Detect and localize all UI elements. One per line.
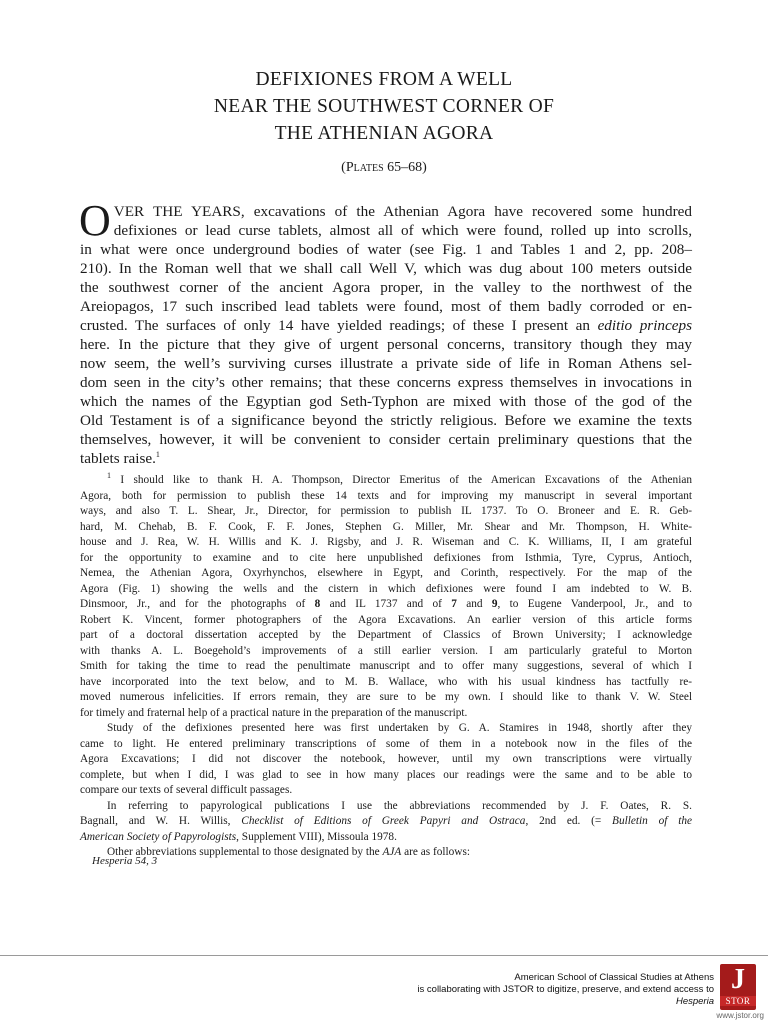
jstor-footer <box>0 955 768 1025</box>
body-line <box>80 316 692 335</box>
footnote-line: Smith for taking the time to read the penultimate manuscript and to offer many suggestions, several of which I <box>80 660 692 672</box>
body-paragraph <box>79 196 693 468</box>
body-line: 210). In the Roman well that we shall call Well V, which was dug about 100 meters outside <box>80 260 692 277</box>
footnote-line: ways, and also T. L. Shear, Jr., Director, for permission to publish IL 1737. To O. Broneer and E. R. Geb- <box>80 505 692 517</box>
footnote-line: for the opportunity to examine and to cite here unpublished defixiones from Isthmia, Tyre, Cyprus, Antioch, <box>80 551 692 564</box>
footer-line-1: American School of Classical Studies at Athens <box>514 972 714 983</box>
footnote-number: 1 <box>107 471 111 481</box>
plate-ref-8: 8 <box>314 598 321 610</box>
footnote-line: In referring to papyrological publications I use the abbreviations recommended by J. F. Oates, R. S. <box>107 799 692 812</box>
footnote-text: , to Eugene Vanderpool, Jr., and to <box>497 598 692 610</box>
footnote-line <box>80 830 692 846</box>
body-line: VER THE YEARS, excavations of the Athenian Agora have recovered some hundred <box>113 203 692 220</box>
editio-princeps-italic: editio princeps <box>597 317 693 334</box>
footnote-line: came to light. He entered preliminary transcriptions of some of them in a notebook now in the files of the <box>80 737 692 750</box>
body-line: in what were once underground bodies of water (see Fig. 1 and Tables 1 and 2, pp. 208– <box>80 241 692 258</box>
footnote-line: Agora Excavations; I did not discover the notebook, however, until my own transcriptions were virtually <box>80 753 692 765</box>
body-line <box>80 449 692 468</box>
footnote-line <box>80 473 692 489</box>
footnote-text: Dinsmoor, Jr., and for the photographs of <box>80 598 306 610</box>
footnote-line: Robert K. Vincent, former photographers of the Agora Excavations. An earlier version of this article forms <box>80 613 692 626</box>
body-line: which the names of the Egyptian god Seth-Typhon are mixed with those of the god of the <box>80 393 692 410</box>
footnote-text: I should like to thank H. A. Thompson, Director Emeritus of the American Excavations of the Athenian <box>120 474 692 486</box>
footnote-line: Study of the defixiones presented here was first undertaken by G. A. Stamires in 1948, shortly after they <box>107 722 692 734</box>
footer-text <box>314 972 714 1008</box>
title-line-1: DEFIXIONES FROM A WELL <box>255 69 513 90</box>
footnote-text: Bagnall, and W. H. Willis, <box>80 815 242 827</box>
footnote-line: for timely and fraternal help of a practical nature in the preparation of the manuscript. <box>80 706 468 719</box>
footnote-line: hard, M. Chehab, B. F. Cook, F. F. Jones, Stephen G. Miller, Mr. Shear and Mr. Thompson, H. White- <box>80 520 692 533</box>
footnote-text: are as follows: <box>401 846 470 858</box>
body-line: here. In the picture that they give of urgent personal concerns, transitory though they may <box>80 336 692 353</box>
body-line-text: crusted. The surfaces of only 14 have yielded readings; of these I present an <box>80 317 590 334</box>
body-line: Areiopagos, 17 such inscribed lead tablets were found, most of them badly corroded or en- <box>80 298 692 315</box>
plate-ref-7: 7 <box>451 598 457 610</box>
bulletin-title: Bulletin of the <box>612 815 693 827</box>
footer-line-2: is collaborating with JSTOR to digitize, preserve, and extend access to <box>417 984 714 995</box>
footnote-line: Agora, both for permission to publish these 14 texts and for improving my manuscript in several important <box>80 489 692 502</box>
title-line-3: THE ATHENIAN AGORA <box>274 123 494 144</box>
footnote-line: complete, but when I did, I was glad to see in how many places our readings were the same and to be able to <box>80 768 692 781</box>
footnote-line: Nemea, the Athenian Agora, Oxyrhynchos, elsewhere in Egypt, and Corinth, respectively. For the map of the <box>80 567 692 579</box>
bulletin-title-cont: American Society of Papyrologists <box>80 830 237 843</box>
footnote-line: Agora (Fig. 1) showing the wells and the cistern in which defixiones were found I am indebted to W. B. <box>80 582 692 595</box>
footer-journal-link[interactable]: Hesperia <box>675 996 714 1007</box>
body-line: now seem, the well’s surviving curses illustrate a private side of life in Roman Athens sel- <box>80 355 692 372</box>
plates-range: 65–68) <box>383 160 427 175</box>
footnote-line: house and J. Rea, W. H. Willis and K. J. Rigsby, and J. R. Wiseman and C. K. Williams, II, I am grateful <box>80 536 692 548</box>
footnote-line: with thanks A. L. Boegehold’s improvements of a still earlier version. I am particularly grateful to Morton <box>80 644 692 657</box>
article-title-block <box>0 66 768 177</box>
body-line: the southwest corner of the ancient Agora proper, in the valley to the northwest of the <box>80 279 692 296</box>
body-line: Old Testament is of a significance beyond the strictly religious. Before we examine the texts <box>80 412 692 429</box>
footnote-line: moved numerous infelicities. If errors remain, they are sure to be my own. I should like to thank V. W. Steel <box>80 691 692 703</box>
title-line-2: NEAR THE SOUTHWEST CORNER OF <box>213 96 555 117</box>
drop-cap: O <box>79 196 111 245</box>
footnote-marker[interactable]: 1 <box>155 449 160 459</box>
jstor-logo-icon[interactable] <box>720 964 756 1010</box>
footnote-text: , 2nd ed. (= <box>525 815 613 827</box>
footnote-line <box>80 814 692 830</box>
footnote-line: have incorporated into the text below, and to M. B. Wallace, who with his usual kindness has tactfully re- <box>80 675 692 688</box>
plates-open: ( <box>341 160 346 175</box>
checklist-title: Checklist of Editions of Greek Papyri and Ostraca <box>241 815 526 827</box>
aja-abbrev: AJA <box>382 846 402 858</box>
journal-reference: Hesperia 54, 3 <box>92 855 158 867</box>
footnote-line: compare our texts of several difficult passages. <box>80 784 293 796</box>
footnote-line <box>80 597 692 613</box>
jstor-url-link[interactable]: www.jstor.org <box>716 1011 764 1020</box>
footnote-line: part of a doctoral dissertation accepted by the Department of Classics of Brown University; I acknowledge <box>80 629 692 641</box>
plates-word: Plates <box>345 160 384 175</box>
footnote-text: and <box>456 598 492 610</box>
jstor-logo-letter: J <box>731 964 745 995</box>
jstor-logo-word: STOR <box>720 996 756 1006</box>
body-line-text: tablets raise. <box>80 450 156 467</box>
plates-reference <box>0 159 768 177</box>
footnote-line <box>80 845 692 861</box>
footnotes-section <box>80 473 692 861</box>
footnote-text: Other abbreviations supplemental to those designated by the <box>107 846 383 858</box>
plate-ref-9: 9 <box>491 598 498 610</box>
body-line: dom seen in the city’s other remains; that these concerns express themselves in invocations in <box>80 374 692 391</box>
footnote-text: , Supplement VIII), Missoula 1978. <box>236 830 397 843</box>
footnote-text: and IL 1737 and of <box>320 598 452 610</box>
body-line: defixiones or lead curse tablets, almost all of which were found, rolled up into scrolls, <box>113 222 692 239</box>
body-line: themselves, however, it will be convenient to consider certain preliminary questions that the <box>80 431 692 448</box>
